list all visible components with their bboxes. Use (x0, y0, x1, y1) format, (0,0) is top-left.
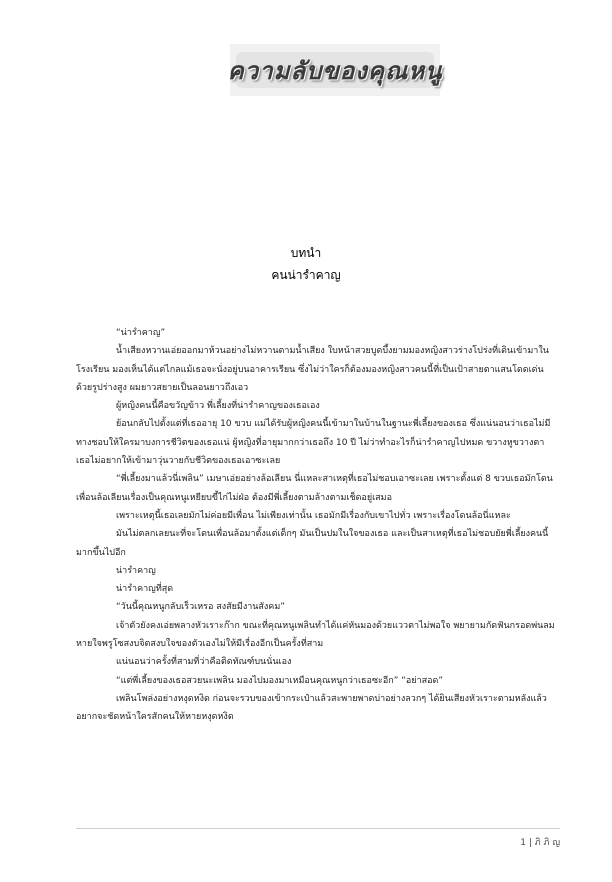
paragraph: “วันนี้คุณหนูกลับเร็วเหรอ สงสัยมีงานสังคม” (116, 602, 285, 613)
paragraph: มันไม่ตลกเลยนะที่จะโดนเพื่อนล้อมาตั้งแต่เด็กๆ มันเป็นปมในใจของเธอ และเป็นสาเหตุที่เธอไม่ชอบยัยพี่เลี้ยงคนนี้มากขึ้นไปอีก (76, 529, 549, 558)
paragraph: น่ารำคาญที่สุด (116, 584, 174, 595)
paragraph: เพลินโพล่งอย่างหงุดหงิด ก่อนจะรวบของเข้ากระเป๋าแล้วสะพายพาดบ่าอย่างลวกๆ ได้ยินเสียงหัวเราะตามหลังแล้วอยากจะชัดหน้าใครสักคนให้หายหงุดหงิด (76, 693, 547, 723)
paragraph: น่ารำคาญ (116, 565, 156, 576)
paragraph: “แต่พี่เลี้ยงของเธอสวยนะเพลิน มองไปมองมาเหมือนคุณหนูกว่าเธอซะอีก” “อย่าสอด” (116, 675, 444, 686)
title-logo (227, 44, 443, 96)
logo-text: ความลับของคุณหนู (227, 55, 443, 85)
paragraph: ย้อนกลับไปตั้งแต่ที่เธออายุ 10 ขวบ แม่ได้รับผู้หญิงคนนี้เข้ามาในบ้านในฐานะพี่เลี้ยงของเธอ ซึ่งแน่นอนว่าเธอไม่มีทางชอบให้ใครมาบงการชีวิตของเธอแน่ ผู้หญิงที่อายุมากกว่าเธอถึง 10 ปี ไม่ว่าทำอะไรก็น่ารำคาญไปหมด ขวางหูขวางตา เธอไม่อยากให้เข้ามาวุ่นวายกับชีวิตของเธอเอาซะเลย (76, 419, 551, 467)
body-text (76, 324, 560, 727)
paragraph: “พี่เลี้ยงมาแล้วนี่เพลิน” เมษาเอ่ยอย่างล้อเลียน นี่แหละสาเหตุที่เธอไม่ชอบเอาซะเลย เพราะตั้งแต่ 8 ขวบเธอมักโดนเพื่อนล้อเลียนเรื่องเป็นคุณหนูเหยียบขี้ไก่ไม่ฝ่อ ต้องมีพี่เลี้ยงตามล้างตามเช็ดอยู่เสมอ (76, 474, 553, 503)
footer-divider (76, 828, 560, 829)
paragraph: น้ำเสียงหวานเอ่ยออกมาห้วนอย่างไม่หวานตามน้ำเสียง ใบหน้าสวยบูดบึ้งยามมองหญิงสาวร่างโปร่งที่เดินเข้ามาในโรงเรียน มองเห็นได้แต่ไกลแม้เธอจะนั่งอยู่บนอาคารเรียน ซึ่งไม่ว่าใครก็ต้องมองหญิงสาวคนนี้ที่เป็นเป้าสายตาแสนโดดเด่น ด้วยรูปร่างสูง ผมยาวสยายเป็นลอนยาวถึงเอว (76, 346, 549, 393)
paragraph: เจ้าตัวยังคงเอ่ยพลางหัวเราะก๊าก ขณะที่คุณหนูเพลินทำได้แค่หันมองด้วยแววตาไม่พอใจ พยายามกัดฟันกรอดพ่นลมหายใจพรูโซสงบจิตสงบใจของตัวเองไม่ให้มีเรื่องอีกเป็นครั้งที่สาม (76, 620, 555, 650)
paragraph: แน่นอนว่าครั้งที่สามที่ว่าคือติดทัณฑ์บนนั่นเอง (116, 657, 292, 668)
paragraph: “น่ารำคาญ” (116, 328, 166, 338)
paragraph: เพราะเหตุนี้เธอเลยมักไม่ค่อยมีเพื่อน ไม่เพียงเท่านั้น เธอมักมีเรื่องกับเขาไปทั่ว เพราะเรื่องโดนล้อนี่แหละ (116, 510, 511, 521)
chapter-title: คนน่ารำคาญ (271, 268, 341, 282)
page-number: 1 | ภิ ภิ ญ (520, 838, 560, 848)
paragraph: ผู้หญิงคนนี้คือขวัญข้าว พี่เลี้ยงที่น่ารำคาญของเธอเอง (116, 401, 320, 412)
chapter-heading: บทนำ (290, 246, 322, 260)
